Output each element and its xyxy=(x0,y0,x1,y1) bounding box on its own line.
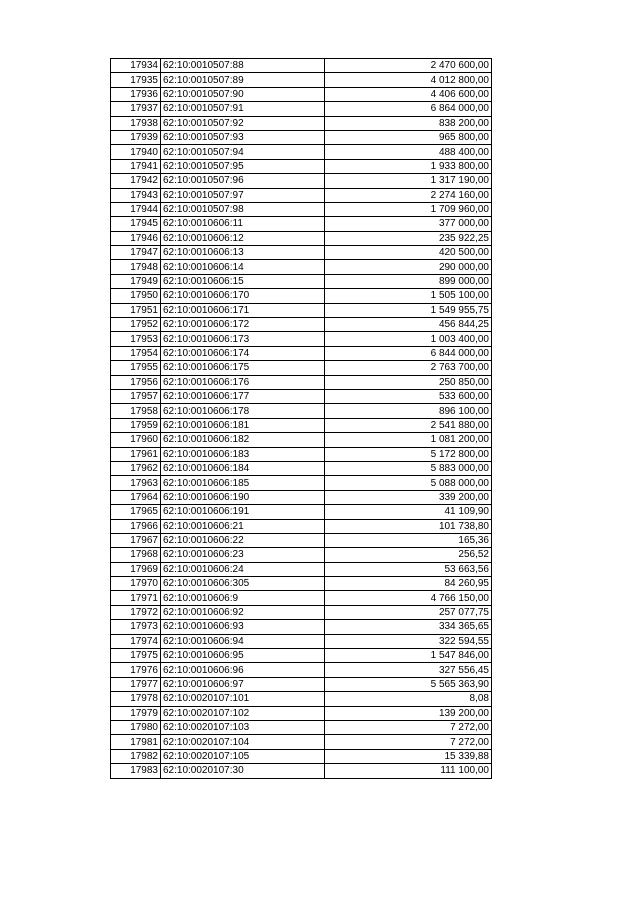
table-row xyxy=(111,749,492,763)
table-row xyxy=(111,720,492,734)
cadastral-number-cell: 62:10:0010507:95 xyxy=(161,159,325,173)
table-row xyxy=(111,202,492,216)
cadastral-value-cell: 965 800,00 xyxy=(325,130,492,144)
row-number-cell: 17975 xyxy=(111,649,161,663)
cadastral-number-cell: 62:10:0020107:102 xyxy=(161,706,325,720)
row-number-cell: 17935 xyxy=(111,73,161,87)
row-number-cell: 17946 xyxy=(111,231,161,245)
cadastral-number-cell: 62:10:0010606:190 xyxy=(161,490,325,504)
table-row xyxy=(111,447,492,461)
row-number-cell: 17949 xyxy=(111,274,161,288)
cadastral-number-cell: 62:10:0010606:97 xyxy=(161,677,325,691)
cadastral-number-cell: 62:10:0010606:23 xyxy=(161,548,325,562)
cadastral-number-cell: 62:10:0010606:185 xyxy=(161,476,325,490)
cadastral-value-cell: 327 556,45 xyxy=(325,663,492,677)
row-number-cell: 17983 xyxy=(111,764,161,778)
cadastral-value-cell: 4 406 600,00 xyxy=(325,87,492,101)
table-row xyxy=(111,318,492,332)
table-row xyxy=(111,735,492,749)
cadastral-number-cell: 62:10:0010606:13 xyxy=(161,246,325,260)
cadastral-number-cell: 62:10:0020107:101 xyxy=(161,692,325,706)
table-row xyxy=(111,130,492,144)
row-number-cell: 17980 xyxy=(111,720,161,734)
table-row xyxy=(111,605,492,619)
cadastral-number-cell: 62:10:0010507:91 xyxy=(161,102,325,116)
row-number-cell: 17936 xyxy=(111,87,161,101)
row-number-cell: 17961 xyxy=(111,447,161,461)
cadastral-value-cell: 5 883 000,00 xyxy=(325,461,492,475)
cadastral-number-cell: 62:10:0010606:171 xyxy=(161,303,325,317)
table-row xyxy=(111,73,492,87)
cadastral-value-cell: 1 709 960,00 xyxy=(325,202,492,216)
cadastral-number-cell: 62:10:0010606:24 xyxy=(161,562,325,576)
table-body xyxy=(111,59,492,779)
table-row xyxy=(111,217,492,231)
cadastral-value-cell: 111 100,00 xyxy=(325,764,492,778)
cadastral-value-cell: 2 274 160,00 xyxy=(325,188,492,202)
cadastral-number-cell: 62:10:0010606:184 xyxy=(161,461,325,475)
cadastral-value-cell: 6 844 000,00 xyxy=(325,346,492,360)
table-row xyxy=(111,332,492,346)
row-number-cell: 17979 xyxy=(111,706,161,720)
cadastral-value-cell: 1 317 190,00 xyxy=(325,174,492,188)
cadastral-value-cell: 5 088 000,00 xyxy=(325,476,492,490)
table-row xyxy=(111,289,492,303)
row-number-cell: 17965 xyxy=(111,505,161,519)
table-row xyxy=(111,490,492,504)
row-number-cell: 17966 xyxy=(111,519,161,533)
cadastral-value-cell: 165,36 xyxy=(325,533,492,547)
cadastral-number-cell: 62:10:0010606:175 xyxy=(161,361,325,375)
table-row xyxy=(111,533,492,547)
table-row xyxy=(111,562,492,576)
row-number-cell: 17970 xyxy=(111,577,161,591)
row-number-cell: 17937 xyxy=(111,102,161,116)
cadastral-value-cell: 1 547 846,00 xyxy=(325,649,492,663)
cadastral-number-cell: 62:10:0010606:177 xyxy=(161,389,325,403)
table-row xyxy=(111,620,492,634)
table-row xyxy=(111,577,492,591)
cadastral-value-cell: 334 365,65 xyxy=(325,620,492,634)
cadastral-number-cell: 62:10:0010606:191 xyxy=(161,505,325,519)
cadastral-number-cell: 62:10:0010606:14 xyxy=(161,260,325,274)
cadastral-number-cell: 62:10:0010507:88 xyxy=(161,59,325,73)
table-row xyxy=(111,87,492,101)
cadastral-value-cell: 5 172 800,00 xyxy=(325,447,492,461)
cadastral-value-cell: 2 470 600,00 xyxy=(325,59,492,73)
row-number-cell: 17948 xyxy=(111,260,161,274)
cadastral-number-cell: 62:10:0010606:183 xyxy=(161,447,325,461)
table-row xyxy=(111,418,492,432)
cadastral-number-cell: 62:10:0010606:93 xyxy=(161,620,325,634)
table-row xyxy=(111,303,492,317)
cadastral-value-cell: 322 594,55 xyxy=(325,634,492,648)
cadastral-value-cell: 2 541 880,00 xyxy=(325,418,492,432)
table-row xyxy=(111,389,492,403)
row-number-cell: 17976 xyxy=(111,663,161,677)
cadastral-number-cell: 62:10:0010606:11 xyxy=(161,217,325,231)
cadastral-value-cell: 896 100,00 xyxy=(325,404,492,418)
row-number-cell: 17982 xyxy=(111,749,161,763)
cadastral-number-cell: 62:10:0010606:21 xyxy=(161,519,325,533)
cadastral-value-cell: 4 766 150,00 xyxy=(325,591,492,605)
row-number-cell: 17939 xyxy=(111,130,161,144)
cadastral-value-cell: 377 000,00 xyxy=(325,217,492,231)
cadastral-value-cell: 101 738,80 xyxy=(325,519,492,533)
cadastral-value-cell: 257 077,75 xyxy=(325,605,492,619)
cadastral-number-cell: 62:10:0010606:176 xyxy=(161,375,325,389)
row-number-cell: 17942 xyxy=(111,174,161,188)
table-row xyxy=(111,634,492,648)
table-row xyxy=(111,764,492,778)
row-number-cell: 17964 xyxy=(111,490,161,504)
table-row xyxy=(111,231,492,245)
cadastral-number-cell: 62:10:0010606:182 xyxy=(161,433,325,447)
cadastral-number-cell: 62:10:0010507:98 xyxy=(161,202,325,216)
cadastral-value-cell: 1 549 955,75 xyxy=(325,303,492,317)
row-number-cell: 17963 xyxy=(111,476,161,490)
cadastral-number-cell: 62:10:0010507:97 xyxy=(161,188,325,202)
row-number-cell: 17934 xyxy=(111,59,161,73)
table-row xyxy=(111,174,492,188)
table-row xyxy=(111,102,492,116)
cadastral-number-cell: 62:10:0010606:15 xyxy=(161,274,325,288)
row-number-cell: 17951 xyxy=(111,303,161,317)
cadastral-value-cell: 15 339,88 xyxy=(325,749,492,763)
cadastral-value-cell: 838 200,00 xyxy=(325,116,492,130)
cadastral-value-table xyxy=(110,58,492,779)
row-number-cell: 17973 xyxy=(111,620,161,634)
table-row xyxy=(111,706,492,720)
cadastral-number-cell: 62:10:0010606:12 xyxy=(161,231,325,245)
row-number-cell: 17950 xyxy=(111,289,161,303)
cadastral-value-cell: 1 933 800,00 xyxy=(325,159,492,173)
table-row xyxy=(111,649,492,663)
table-row xyxy=(111,260,492,274)
table-row xyxy=(111,677,492,691)
table-row xyxy=(111,346,492,360)
cadastral-value-cell: 456 844,25 xyxy=(325,318,492,332)
cadastral-value-cell: 1 003 400,00 xyxy=(325,332,492,346)
row-number-cell: 17944 xyxy=(111,202,161,216)
cadastral-value-cell: 139 200,00 xyxy=(325,706,492,720)
row-number-cell: 17978 xyxy=(111,692,161,706)
cadastral-number-cell: 62:10:0010606:174 xyxy=(161,346,325,360)
row-number-cell: 17955 xyxy=(111,361,161,375)
cadastral-number-cell: 62:10:0010606:9 xyxy=(161,591,325,605)
cadastral-value-cell: 235 922,25 xyxy=(325,231,492,245)
cadastral-number-cell: 62:10:0010606:22 xyxy=(161,533,325,547)
table-row xyxy=(111,404,492,418)
table-row xyxy=(111,145,492,159)
cadastral-value-cell: 256,52 xyxy=(325,548,492,562)
row-number-cell: 17938 xyxy=(111,116,161,130)
row-number-cell: 17945 xyxy=(111,217,161,231)
table-row xyxy=(111,159,492,173)
row-number-cell: 17943 xyxy=(111,188,161,202)
table-row xyxy=(111,476,492,490)
cadastral-number-cell: 62:10:0010606:94 xyxy=(161,634,325,648)
row-number-cell: 17960 xyxy=(111,433,161,447)
cadastral-value-cell: 6 864 000,00 xyxy=(325,102,492,116)
row-number-cell: 17947 xyxy=(111,246,161,260)
table-row xyxy=(111,116,492,130)
row-number-cell: 17967 xyxy=(111,533,161,547)
cadastral-number-cell: 62:10:0010606:92 xyxy=(161,605,325,619)
row-number-cell: 17971 xyxy=(111,591,161,605)
cadastral-value-cell: 533 600,00 xyxy=(325,389,492,403)
table-row xyxy=(111,188,492,202)
cadastral-number-cell: 62:10:0020107:104 xyxy=(161,735,325,749)
cadastral-number-cell: 62:10:0010606:173 xyxy=(161,332,325,346)
table-row xyxy=(111,461,492,475)
row-number-cell: 17969 xyxy=(111,562,161,576)
table-row xyxy=(111,548,492,562)
table-row xyxy=(111,361,492,375)
table-row xyxy=(111,591,492,605)
cadastral-value-cell: 7 272,00 xyxy=(325,735,492,749)
cadastral-value-cell: 420 500,00 xyxy=(325,246,492,260)
table-row xyxy=(111,433,492,447)
cadastral-value-cell: 8,08 xyxy=(325,692,492,706)
cadastral-number-cell: 62:10:0020107:103 xyxy=(161,720,325,734)
cadastral-number-cell: 62:10:0010507:94 xyxy=(161,145,325,159)
cadastral-value-cell: 899 000,00 xyxy=(325,274,492,288)
cadastral-value-cell: 5 565 363,90 xyxy=(325,677,492,691)
row-number-cell: 17962 xyxy=(111,461,161,475)
row-number-cell: 17974 xyxy=(111,634,161,648)
cadastral-value-cell: 250 850,00 xyxy=(325,375,492,389)
row-number-cell: 17954 xyxy=(111,346,161,360)
cadastral-number-cell: 62:10:0010507:90 xyxy=(161,87,325,101)
cadastral-value-cell: 41 109,90 xyxy=(325,505,492,519)
cadastral-number-cell: 62:10:0020107:105 xyxy=(161,749,325,763)
table-row xyxy=(111,663,492,677)
row-number-cell: 17959 xyxy=(111,418,161,432)
table-row xyxy=(111,519,492,533)
cadastral-value-cell: 4 012 800,00 xyxy=(325,73,492,87)
cadastral-number-cell: 62:10:0010606:181 xyxy=(161,418,325,432)
cadastral-value-cell: 1 505 100,00 xyxy=(325,289,492,303)
cadastral-number-cell: 62:10:0010507:93 xyxy=(161,130,325,144)
row-number-cell: 17952 xyxy=(111,318,161,332)
cadastral-value-cell: 488 400,00 xyxy=(325,145,492,159)
cadastral-value-cell: 53 663,56 xyxy=(325,562,492,576)
cadastral-number-cell: 62:10:0010507:96 xyxy=(161,174,325,188)
row-number-cell: 17957 xyxy=(111,389,161,403)
cadastral-number-cell: 62:10:0010507:92 xyxy=(161,116,325,130)
table-row xyxy=(111,375,492,389)
cadastral-number-cell: 62:10:0010606:95 xyxy=(161,649,325,663)
row-number-cell: 17953 xyxy=(111,332,161,346)
row-number-cell: 17981 xyxy=(111,735,161,749)
cadastral-number-cell: 62:10:0010606:170 xyxy=(161,289,325,303)
cadastral-value-cell: 7 272,00 xyxy=(325,720,492,734)
cadastral-number-cell: 62:10:0010606:178 xyxy=(161,404,325,418)
cadastral-value-cell: 2 763 700,00 xyxy=(325,361,492,375)
cadastral-number-cell: 62:10:0010606:96 xyxy=(161,663,325,677)
row-number-cell: 17956 xyxy=(111,375,161,389)
cadastral-number-cell: 62:10:0020107:30 xyxy=(161,764,325,778)
cadastral-value-cell: 1 081 200,00 xyxy=(325,433,492,447)
cadastral-value-cell: 339 200,00 xyxy=(325,490,492,504)
row-number-cell: 17977 xyxy=(111,677,161,691)
table-row xyxy=(111,692,492,706)
cadastral-value-cell: 84 260,95 xyxy=(325,577,492,591)
table-row xyxy=(111,505,492,519)
table-row xyxy=(111,246,492,260)
row-number-cell: 17940 xyxy=(111,145,161,159)
cadastral-number-cell: 62:10:0010606:305 xyxy=(161,577,325,591)
table-row xyxy=(111,274,492,288)
row-number-cell: 17941 xyxy=(111,159,161,173)
cadastral-value-cell: 290 000,00 xyxy=(325,260,492,274)
row-number-cell: 17972 xyxy=(111,605,161,619)
row-number-cell: 17958 xyxy=(111,404,161,418)
cadastral-number-cell: 62:10:0010507:89 xyxy=(161,73,325,87)
row-number-cell: 17968 xyxy=(111,548,161,562)
cadastral-number-cell: 62:10:0010606:172 xyxy=(161,318,325,332)
table-row xyxy=(111,59,492,73)
